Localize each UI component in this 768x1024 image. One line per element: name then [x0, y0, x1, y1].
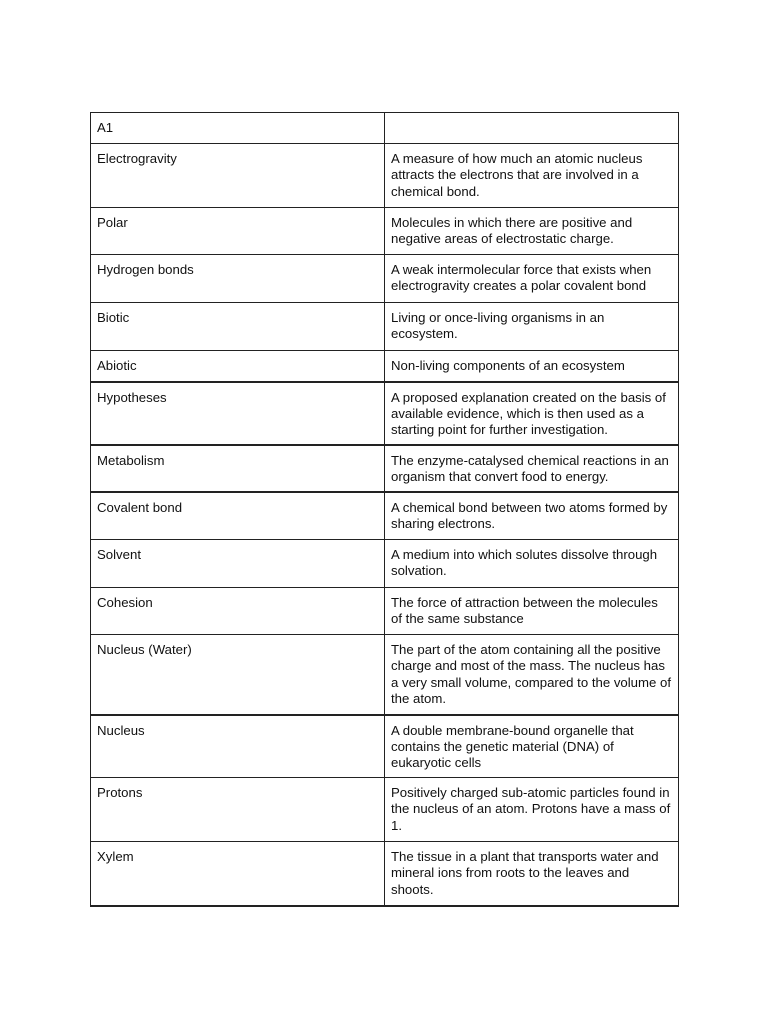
definition-text: The tissue in a plant that transports water and mineral ions from roots to the leaves and shoots.	[391, 849, 659, 897]
definition-cell	[385, 588, 679, 635]
term-text: Cohesion	[97, 595, 153, 610]
definition-cell	[385, 255, 679, 303]
term-text: Xylem	[97, 849, 134, 864]
definition-text: The part of the atom containing all the positive charge and most of the mass. The nucleus has a very small volume, compared to the volume of the atom.	[391, 642, 671, 707]
table-row	[91, 540, 679, 588]
term-cell	[91, 778, 385, 842]
definition-cell	[385, 445, 679, 492]
definition-cell	[385, 492, 679, 540]
definition-text: A medium into which solutes dissolve through solvation.	[391, 547, 658, 579]
table-row	[91, 635, 679, 715]
table-row	[91, 588, 679, 635]
term-text: Metabolism	[97, 452, 165, 468]
term-text: Covalent bond	[97, 499, 183, 515]
definition-cell	[385, 208, 679, 255]
definition-cell	[385, 635, 679, 715]
term-cell	[91, 303, 385, 351]
term-text: Electrogravity	[97, 151, 177, 166]
table-row	[91, 255, 679, 303]
term-cell	[91, 715, 385, 778]
definition-cell	[385, 715, 679, 778]
definition-cell	[385, 144, 679, 208]
table-row	[91, 208, 679, 255]
definition-cell	[385, 778, 679, 842]
definition-text: The enzyme-catalysed chemical reactions in an organism that convert food to energy.	[391, 452, 669, 484]
term-cell	[91, 144, 385, 208]
definition-text: Molecules in which there are positive and negative areas of electrostatic charge.	[391, 215, 633, 247]
table-row	[91, 382, 679, 445]
term-cell	[91, 588, 385, 635]
definition-text: A double membrane-bound organelle that contains the genetic material (DNA) of eukaryotic cells	[391, 722, 634, 771]
definition-text: Non-living components of an ecosystem	[391, 358, 625, 373]
term-text: Nucleus	[97, 722, 145, 738]
term-cell	[91, 445, 385, 492]
table-row	[91, 842, 679, 906]
definition-cell	[385, 303, 679, 351]
definition-cell	[385, 351, 679, 382]
definition-text: A measure of how much an atomic nucleus attracts the electrons that are involved in a chemical bond.	[391, 151, 643, 199]
definition-text: Living or once-living organisms in an ecosystem.	[391, 310, 605, 342]
table-row	[91, 445, 679, 492]
definition-text: A proposed explanation created on the basis of available evidence, which is then used as a starting point for further investigation.	[391, 389, 666, 438]
header-term-cell	[91, 113, 385, 144]
term-cell	[91, 208, 385, 255]
definition-cell	[385, 382, 679, 445]
term-text: Biotic	[97, 310, 130, 325]
table-row	[91, 144, 679, 208]
term-cell	[91, 492, 385, 540]
definition-cell	[385, 540, 679, 588]
table-row	[91, 715, 679, 778]
definition-text: The force of attraction between the molecules of the same substance	[391, 595, 658, 627]
header-term-label: A1	[97, 120, 114, 135]
term-text: Polar	[97, 215, 128, 230]
term-text: Nucleus (Water)	[97, 642, 192, 657]
term-text: Abiotic	[97, 358, 137, 373]
header-definition-cell	[385, 113, 679, 144]
table-header-row	[91, 113, 679, 144]
header-definition-label	[391, 113, 672, 120]
term-text: Hydrogen bonds	[97, 262, 194, 277]
term-cell	[91, 540, 385, 588]
term-cell	[91, 382, 385, 445]
definition-text: A weak intermolecular force that exists when electrogravity creates a polar covalent bond	[391, 262, 652, 294]
term-text: Protons	[97, 785, 143, 800]
glossary-table	[90, 112, 679, 907]
term-cell	[91, 635, 385, 715]
term-cell	[91, 842, 385, 906]
term-cell	[91, 351, 385, 382]
definition-text: Positively charged sub-atomic particles found in the nucleus of an atom. Protons have a mass of 1.	[391, 785, 671, 833]
term-cell	[91, 255, 385, 303]
table-row	[91, 303, 679, 351]
table-row	[91, 351, 679, 382]
table-row	[91, 778, 679, 842]
term-text: Solvent	[97, 547, 141, 562]
table-row	[91, 492, 679, 540]
definition-text: A chemical bond between two atoms formed by sharing electrons.	[391, 499, 668, 531]
definition-cell	[385, 842, 679, 906]
term-text: Hypotheses	[97, 389, 167, 405]
